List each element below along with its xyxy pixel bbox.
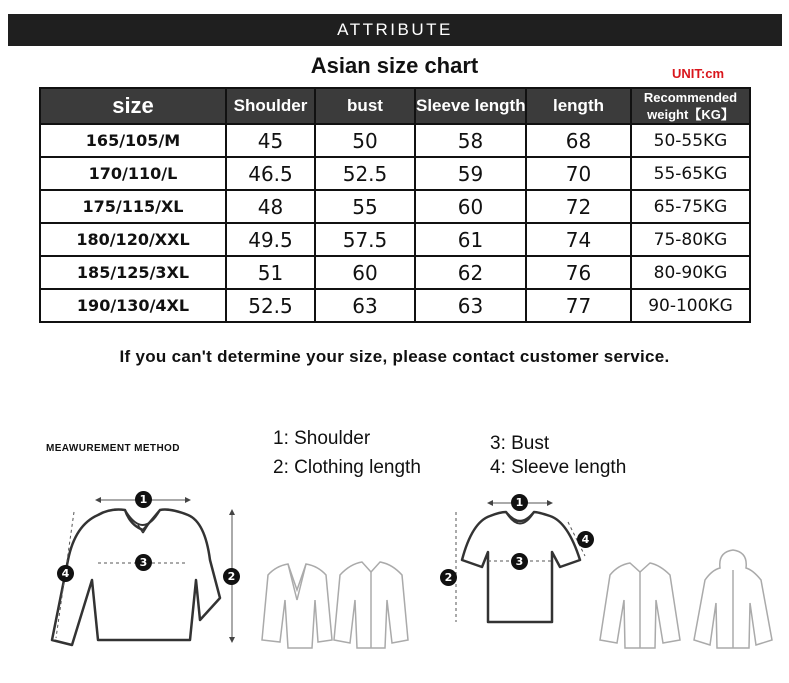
size-chart-title: Asian size chart bbox=[310, 53, 479, 78]
weight-header-line2: weight【KG】 bbox=[647, 107, 734, 122]
marker-1-shirt: 1 bbox=[135, 491, 152, 508]
measurement-cell: 72 bbox=[526, 190, 631, 223]
measurement-cell: 63 bbox=[415, 289, 526, 322]
column-header-shoulder: Shoulder bbox=[226, 88, 315, 124]
size-cell: 180/120/XXL bbox=[40, 223, 226, 256]
measurement-cell: 49.5 bbox=[226, 223, 315, 256]
measurement-cell: 55-65KG bbox=[631, 157, 750, 190]
size-cell: 170/110/L bbox=[40, 157, 226, 190]
size-cell: 190/130/4XL bbox=[40, 289, 226, 322]
measurement-cell: 61 bbox=[415, 223, 526, 256]
measurement-cell: 50 bbox=[315, 124, 415, 157]
marker-2-shirt: 2 bbox=[223, 568, 240, 585]
column-header-bust: bust bbox=[315, 88, 415, 124]
column-header-length: length bbox=[526, 88, 631, 124]
column-header-size: size bbox=[40, 88, 226, 124]
column-header-sleeve-length: Sleeve length bbox=[415, 88, 526, 124]
measurement-cell: 76 bbox=[526, 256, 631, 289]
measurement-cell: 63 bbox=[315, 289, 415, 322]
size-cell: 165/105/M bbox=[40, 124, 226, 157]
size-cell: 175/115/XL bbox=[40, 190, 226, 223]
measurement-method-title: MEAWUREMENT METHOD bbox=[46, 443, 180, 454]
measurement-cell: 50-55KG bbox=[631, 124, 750, 157]
marker-4-shirt: 4 bbox=[57, 565, 74, 582]
size-cell: 185/125/3XL bbox=[40, 256, 226, 289]
measurement-cell: 68 bbox=[526, 124, 631, 157]
marker-4-tshirt: 4 bbox=[577, 531, 594, 548]
measurement-cell: 65-75KG bbox=[631, 190, 750, 223]
contact-notice: If you can't determine your size, please contact customer service. bbox=[119, 347, 670, 366]
measurement-cell: 57.5 bbox=[315, 223, 415, 256]
legend-bust: 3: Bust bbox=[490, 433, 550, 454]
legend-clothing-length: 2: Clothing length bbox=[273, 457, 421, 478]
marker-3-shirt: 3 bbox=[135, 554, 152, 571]
measurement-cell: 70 bbox=[526, 157, 631, 190]
measurement-cell: 90-100KG bbox=[631, 289, 750, 322]
long-sleeve-shirt-diagram bbox=[52, 510, 220, 645]
measurement-cell: 48 bbox=[226, 190, 315, 223]
measurement-cell: 59 bbox=[415, 157, 526, 190]
measurement-cell: 80-90KG bbox=[631, 256, 750, 289]
attribute-title: ATTRIBUTE bbox=[337, 20, 453, 39]
measurement-cell: 60 bbox=[315, 256, 415, 289]
measurement-cell: 52.5 bbox=[315, 157, 415, 190]
measurement-cell: 77 bbox=[526, 289, 631, 322]
measurement-cell: 51 bbox=[226, 256, 315, 289]
measurement-cell: 55 bbox=[315, 190, 415, 223]
button-shirt-sketch bbox=[600, 563, 680, 648]
measurement-cell: 52.5 bbox=[226, 289, 315, 322]
unit-label: UNIT:cm bbox=[672, 66, 725, 81]
measurement-cell: 58 bbox=[415, 124, 526, 157]
measurement-cell: 75-80KG bbox=[631, 223, 750, 256]
marker-2-tshirt: 2 bbox=[440, 569, 457, 586]
blazer-sketch bbox=[262, 564, 332, 648]
marker-1-tshirt: 1 bbox=[511, 494, 528, 511]
weight-header-line1: Recommended bbox=[643, 90, 738, 105]
measurement-cell: 60 bbox=[415, 190, 526, 223]
measurement-cell: 46.5 bbox=[226, 157, 315, 190]
legend-shoulder: 1: Shoulder bbox=[273, 428, 371, 449]
measurement-cell: 45 bbox=[226, 124, 315, 157]
jacket-sketch bbox=[334, 562, 408, 648]
measurement-cell: 62 bbox=[415, 256, 526, 289]
hoodie-sketch bbox=[694, 550, 772, 648]
marker-3-tshirt: 3 bbox=[511, 553, 528, 570]
measurement-cell: 74 bbox=[526, 223, 631, 256]
legend-sleeve-length: 4: Sleeve length bbox=[490, 457, 627, 478]
